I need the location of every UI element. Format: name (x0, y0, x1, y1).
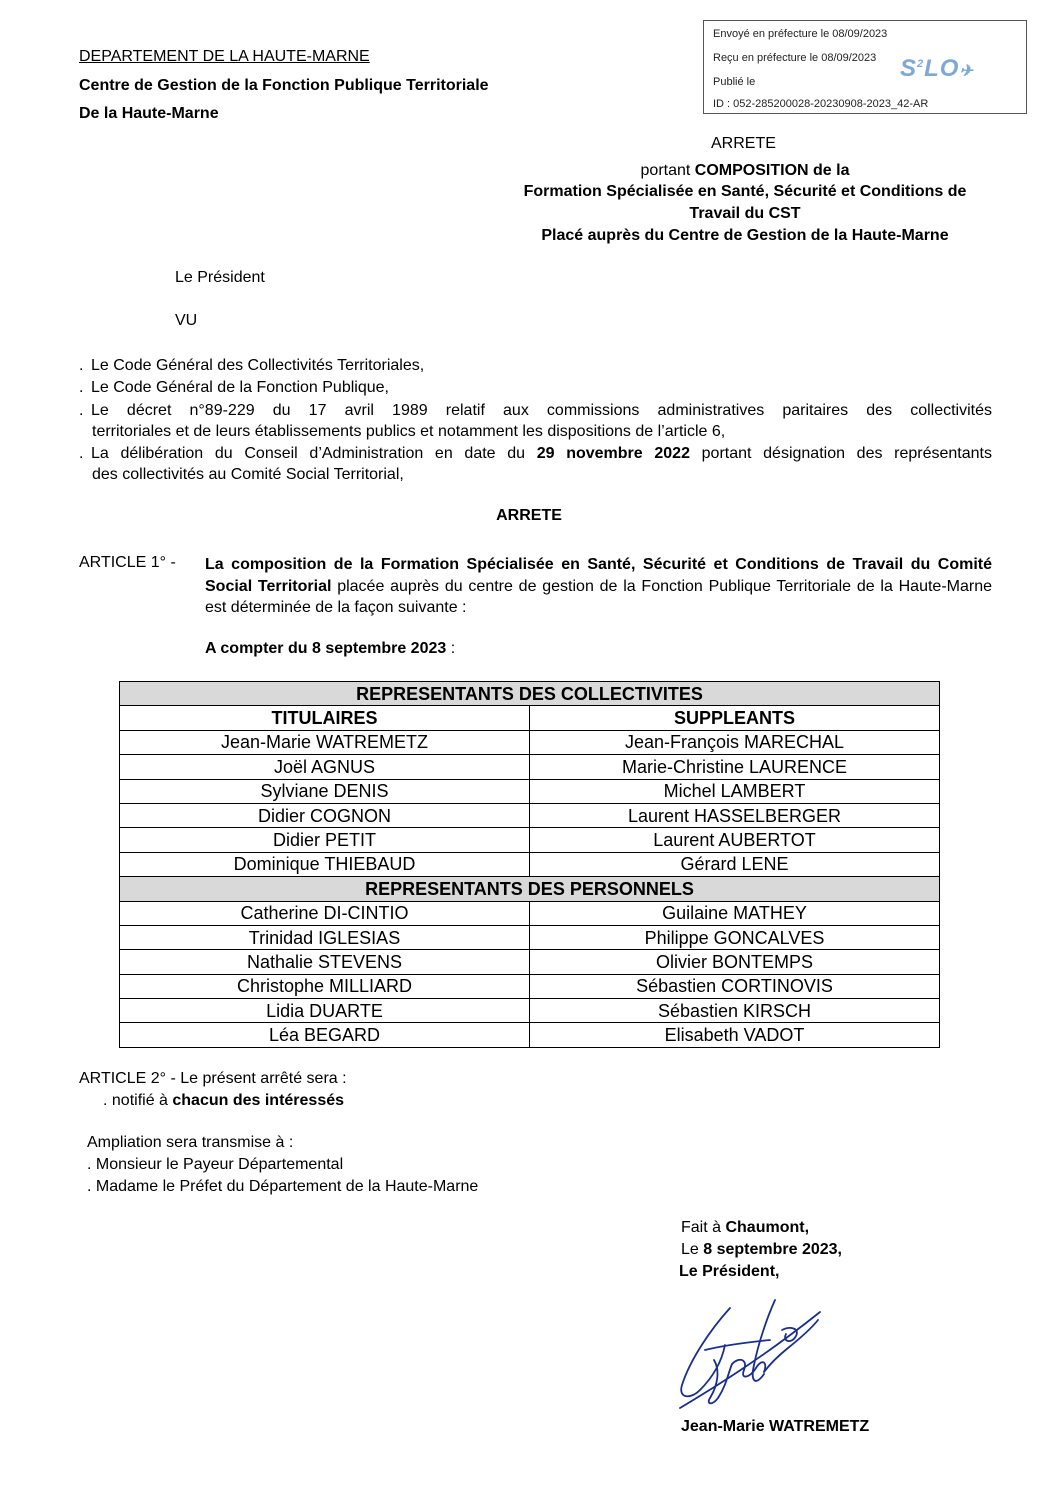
organization-line-2: De la Haute-Marne (79, 105, 219, 122)
article-1-label: ARTICLE 1° - (79, 554, 176, 571)
suppleant-cell: Olivier BONTEMPS (530, 950, 940, 974)
arrete-heading: ARRETE (711, 135, 776, 152)
prefecture-stamp (703, 20, 1027, 114)
table-row (120, 999, 940, 1023)
suppleant-cell: Marie-Christine LAURENCE (530, 755, 940, 779)
department-name: DEPARTEMENT DE LA HAUTE-MARNE (79, 48, 370, 65)
suppleant-cell: Guilaine MATHEY (530, 901, 940, 925)
title-line-1: portant COMPOSITION de la (640, 162, 850, 179)
titulaire-cell: Christophe MILLIARD (120, 974, 530, 998)
organization-line-1: Centre de Gestion de la Fonction Publique Territoriale (79, 77, 489, 94)
suppleant-cell: Sébastien KIRSCH (530, 999, 940, 1023)
titulaire-cell: Trinidad IGLESIAS (120, 925, 530, 949)
table-row (120, 1023, 940, 1047)
vu-item: . La délibération du Conseil d’Administration en date du 29 novembre 2022 portant désignation des représentants des collectivités au Comité Social Territorial, (79, 445, 992, 483)
column-header-suppleants: SUPPLEANTS (530, 706, 940, 730)
titulaire-cell: Joël AGNUS (120, 755, 530, 779)
table-row (120, 755, 940, 779)
titulaire-cell: Léa BEGARD (120, 1023, 530, 1047)
s2lo-logo: $S^2LO✈$ (900, 55, 974, 82)
president-label: Le Président (175, 269, 265, 286)
table-row (120, 730, 940, 754)
suppleant-cell: Laurent HASSELBERGER (530, 803, 940, 827)
suppleant-cell: Philippe GONCALVES (530, 925, 940, 949)
signatory-name: Jean-Marie WATREMETZ (681, 1418, 870, 1435)
stamp-id: ID : 052-285200028-20230908-2023_42-AR (713, 98, 929, 110)
table-row (120, 974, 940, 998)
suppleant-cell: Jean-François MARECHAL (530, 730, 940, 754)
table-row (120, 901, 940, 925)
article-1-effective-date: A compter du 8 septembre 2023 : (205, 640, 456, 657)
signature-date: Le 8 septembre 2023, (681, 1241, 842, 1258)
handwritten-signature (670, 1290, 830, 1415)
titulaire-cell: Didier COGNON (120, 803, 530, 827)
suppleant-cell: Laurent AUBERTOT (530, 828, 940, 852)
table-row (120, 803, 940, 827)
article-2-label: ARTICLE 2° - Le présent arrêté sera : (79, 1070, 347, 1087)
vu-label: VU (175, 312, 198, 329)
ampliation-recipient: . Monsieur le Payeur Départemental (87, 1156, 344, 1173)
suppleant-cell: Elisabeth VADOT (530, 1023, 940, 1047)
titulaire-cell: Catherine DI-CINTIO (120, 901, 530, 925)
vu-item: . Le Code Général des Collectivités Territoriales, (79, 357, 425, 374)
titulaire-cell: Nathalie STEVENS (120, 950, 530, 974)
vu-item: . Le Code Général de la Fonction Publique, (79, 379, 389, 396)
vu-item: . Le décret n°89-229 du 17 avril 1989 relatif aux commissions administratives paritaires des collectivités territoriales et de leurs établissements publics et notamment les dispositions de l’article 6, (79, 402, 992, 440)
signature-place: Fait à Chaumont, (681, 1219, 810, 1236)
stamp-published: Publié le (713, 76, 756, 88)
title-line-3: Travail du CST (689, 205, 801, 222)
ampliation-intro: Ampliation sera transmise à : (87, 1134, 294, 1151)
table-row (120, 925, 940, 949)
titulaire-cell: Lidia DUARTE (120, 999, 530, 1023)
table-row (120, 852, 940, 876)
titulaire-cell: Jean-Marie WATREMETZ (120, 730, 530, 754)
ampliation-recipient: . Madame le Préfet du Département de la Haute-Marne (87, 1178, 479, 1195)
stamp-sent: Envoyé en préfecture le 08/09/2023 (713, 28, 888, 40)
article-1-body: La composition de la Formation Spécialisée en Santé, Sécurité et Conditions de Travail du Comité Social Territorial placée auprès du centre de gestion de la Fonction Publique Territoriale de la Haute-Marne est déterminée de la façon suivante : (205, 556, 993, 616)
table-row (120, 828, 940, 852)
title-line-2: Formation Spécialisée en Santé, Sécurité et Conditions de (523, 183, 967, 200)
titulaire-cell: Dominique THIEBAUD (120, 852, 530, 876)
arrete-section-heading: ARRETE (496, 507, 562, 524)
column-header-titulaires: TITULAIRES (120, 706, 530, 730)
table-row (120, 779, 940, 803)
composition-table (119, 681, 940, 1048)
article-2-item: . notifié à chacun des intéressés (103, 1092, 345, 1109)
signature-title: Le Président, (679, 1263, 780, 1280)
titulaire-cell: Sylviane DENIS (120, 779, 530, 803)
title-line-4: Placé auprès du Centre de Gestion de la Haute-Marne (541, 227, 949, 244)
suppleant-cell: Michel LAMBERT (530, 779, 940, 803)
stamp-received: Reçu en préfecture le 08/09/2023 (713, 52, 877, 64)
group-header-collectivites: REPRESENTANTS DES COLLECTIVITES (120, 682, 940, 706)
group-header-personnels: REPRESENTANTS DES PERSONNELS (120, 877, 940, 901)
table-row (120, 950, 940, 974)
suppleant-cell: Sébastien CORTINOVIS (530, 974, 940, 998)
titulaire-cell: Didier PETIT (120, 828, 530, 852)
suppleant-cell: Gérard LENE (530, 852, 940, 876)
